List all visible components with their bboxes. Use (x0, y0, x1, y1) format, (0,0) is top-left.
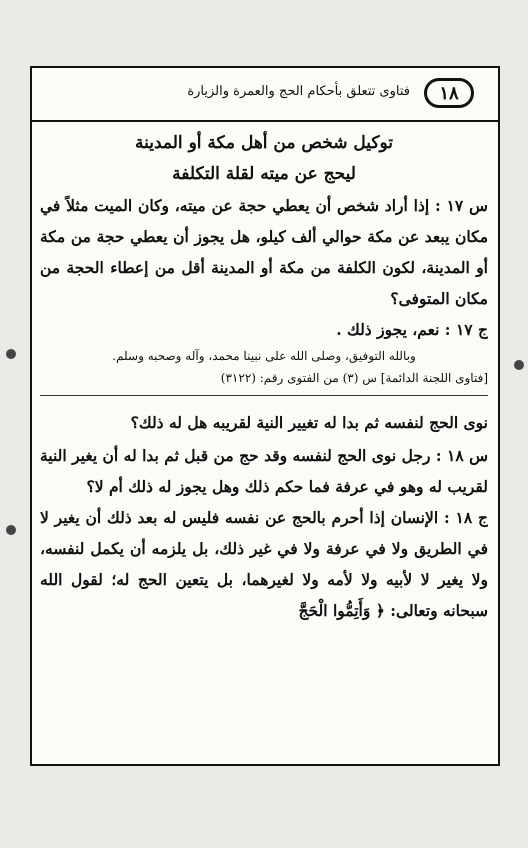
answer-18-text: ج ١٨ : الإنسان إذا أحرم بالحج عن نفسه فليس له بعد ذلك أن يغير لا في الطريق ولا في عرفة ولا في غير ذلك، بل يلزمه أن يكمل لنفسه، ولا يغير لا لأبيه ولا لأمه ولا لغيرهما، بل يتعين الحج له؛ لقول الله سبحانه وتعالى: (40, 508, 488, 620)
section1-title-line1: توكيل شخص من أهل مكة أو المدينة (135, 133, 393, 153)
quran-quote: ﴿ وَأَتِمُّوا الْحَجَّ (298, 601, 385, 620)
fatwa-reference: [فتاوى اللجنة الدائمة] س (٣) من الفتوى رقم: (٣١٢٢) (220, 371, 488, 385)
answer-17: ج ١٧ : نعم، يجوز ذلك . (336, 320, 488, 339)
page-body (40, 128, 488, 758)
page-margin-dot (6, 525, 16, 535)
header-title: فتاوى تتعلق بأحكام الحج والعمرة والزيارة (187, 84, 410, 99)
page-header (32, 68, 498, 122)
question-17: س ١٧ : إذا أراد شخص أن يعطي حجة عن ميته، وكان الميت مثلاً في مكان يبعد عن مكة حوالي ألف كيلو، هل يجوز أن يعطي حجة من مكة أو المدينة، لكون الكلفة من مكة أو المدينة أقل من إعطاء الحجة من مكان المتوفى؟ (40, 196, 488, 308)
page-margin-dot (514, 360, 524, 370)
page-margin-dot (6, 349, 16, 359)
closing-line: وبالله التوفيق، وصلى الله على نبينا محمد، وآله وصحبه وسلم. (112, 349, 416, 363)
book-page (30, 66, 500, 766)
question-18: س ١٨ : رجل نوى الحج لنفسه وقد حج من قبل ثم بدا له أن يغير النية لقريب له وهو في عرفة فما حكم ذلك وهل يجوز له ذلك أم لا؟ (40, 446, 488, 496)
section-divider (40, 395, 488, 396)
page-number-badge: ١٨ (424, 78, 474, 108)
section1-title-line2: ليحج عن ميته لقلة التكلفة (172, 164, 356, 184)
section2-title: نوى الحج لنفسه ثم بدا له تغيير النية لقريبه هل له ذلك؟ (130, 413, 488, 432)
answer-18 (40, 502, 488, 626)
